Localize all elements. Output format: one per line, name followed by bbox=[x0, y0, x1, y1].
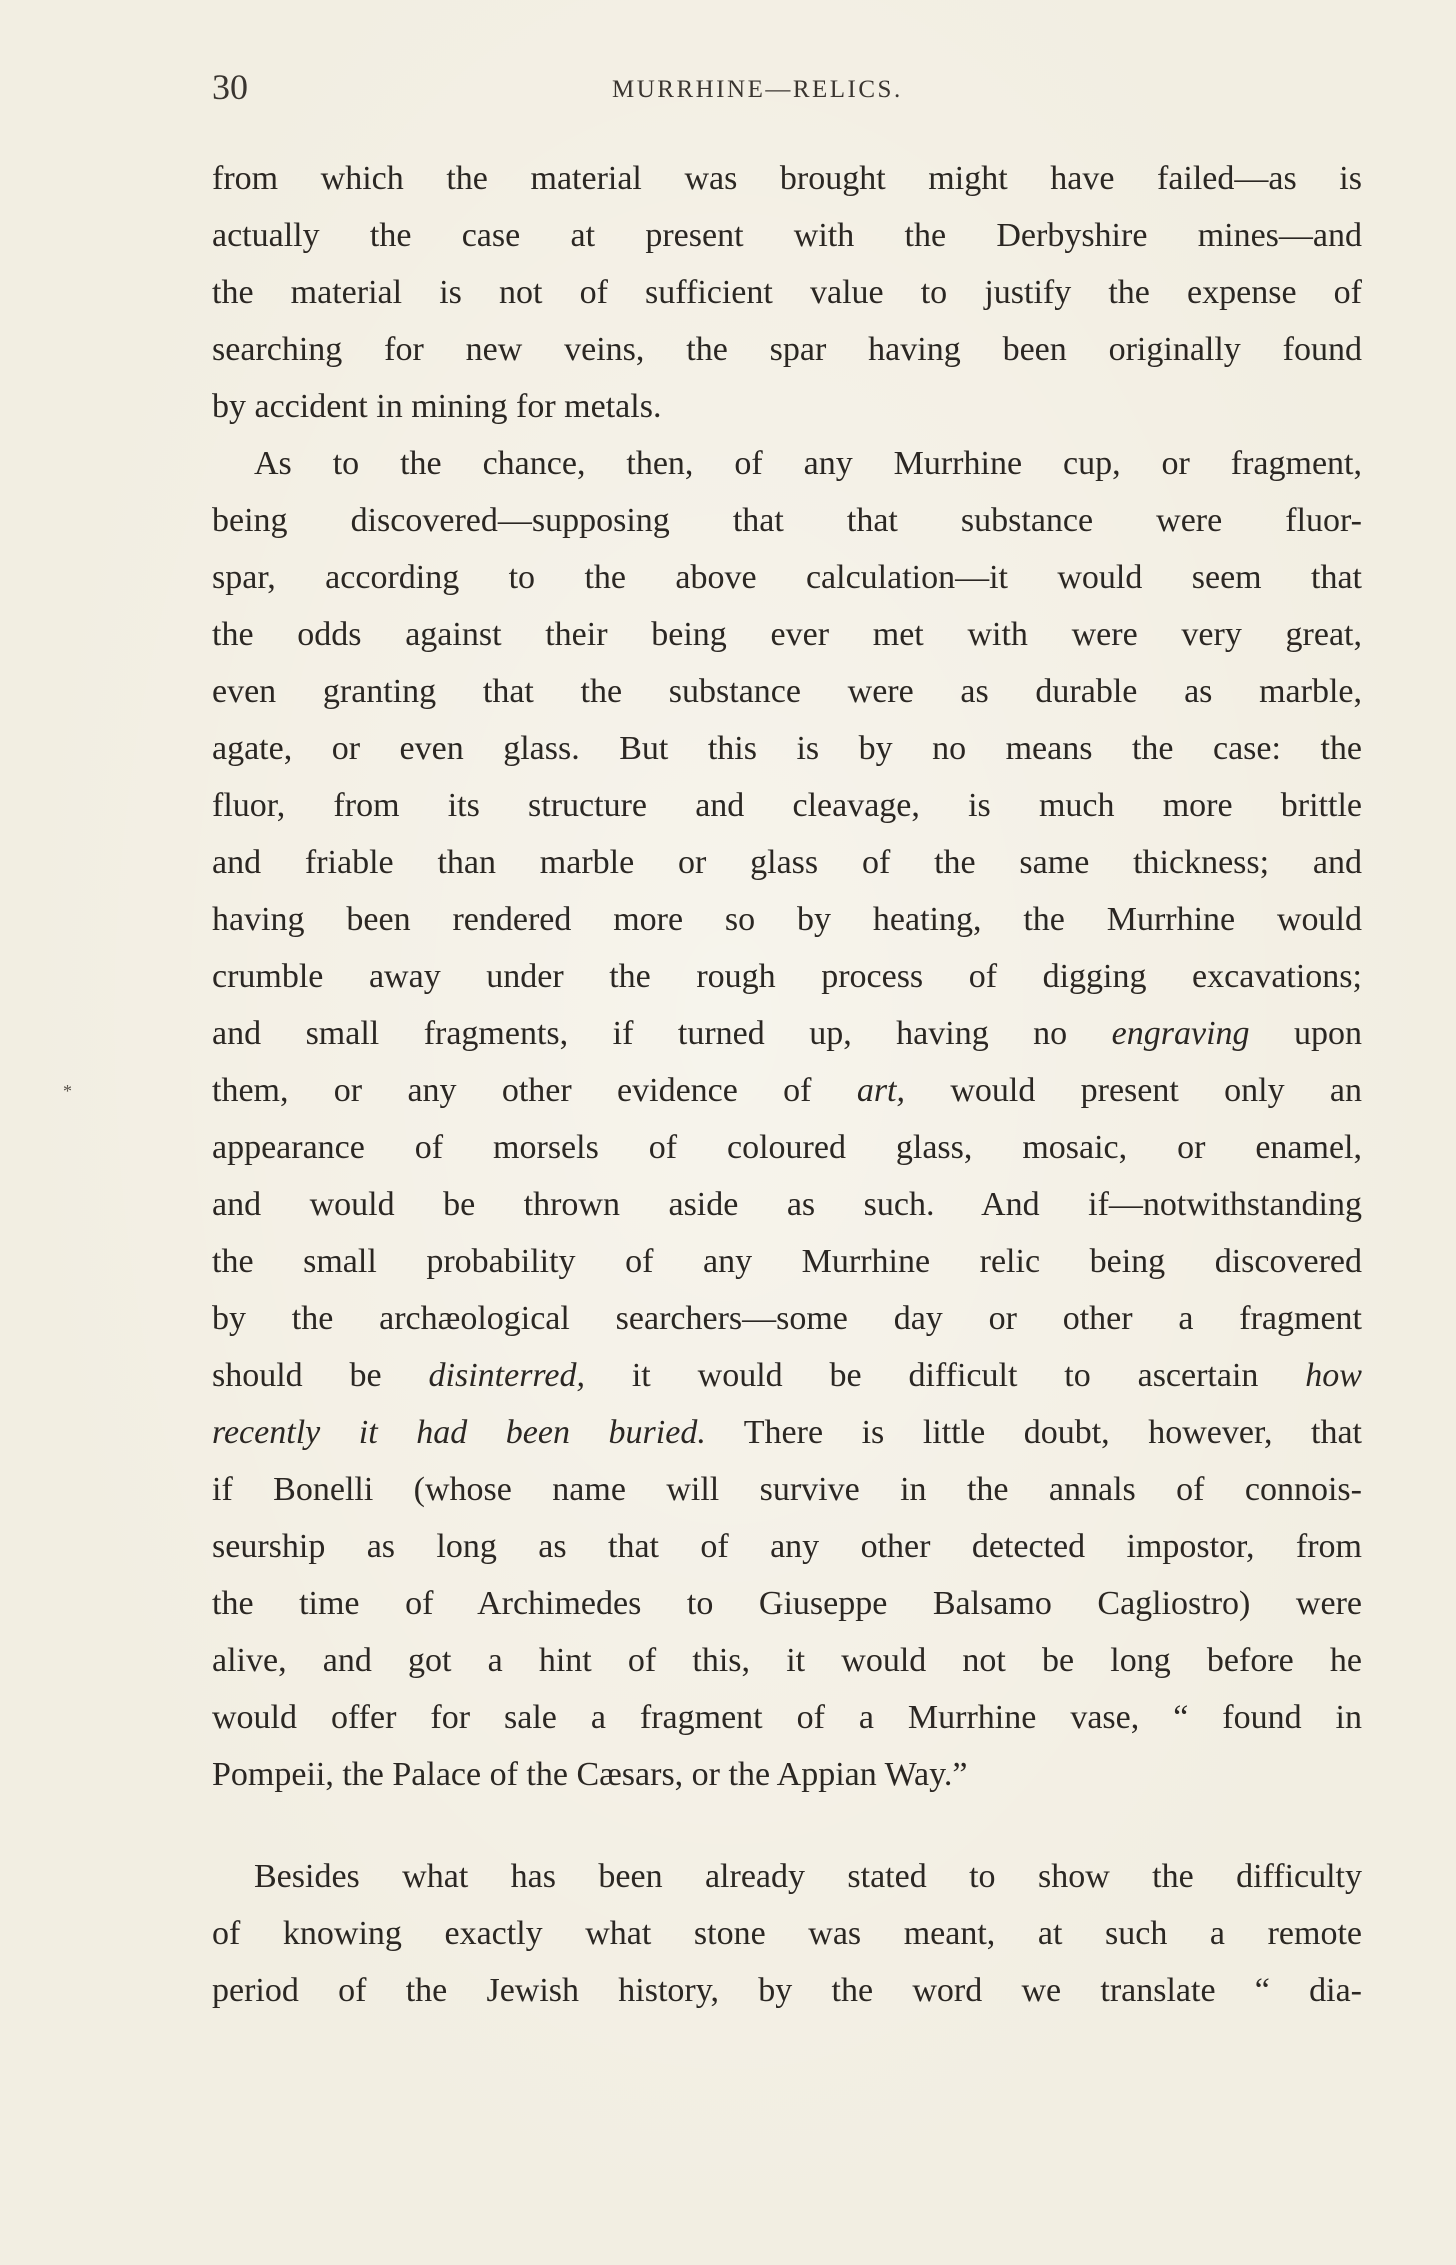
paragraph-2 bbox=[212, 435, 1362, 1803]
paragraph-1 bbox=[212, 150, 1362, 435]
text-line: being discovered—supposing that that substance were fluor- bbox=[212, 502, 1362, 539]
text-line: and would be thrown aside as such. And if—notwithstanding bbox=[212, 1186, 1362, 1223]
text-line: alive, and got a hint of this, it would not be long before he bbox=[212, 1642, 1362, 1679]
text-line: seurship as long as that of any other detected impostor, from bbox=[212, 1528, 1362, 1565]
text-line: and small fragments, if turned up, having no engraving upon bbox=[212, 1015, 1363, 1052]
text-line: them, or any other evidence of art, would present only an bbox=[212, 1072, 1362, 1109]
text-line: Besides what has been already stated to show the difficulty bbox=[254, 1858, 1362, 1895]
text-line: As to the chance, then, of any Murrhine cup, or fragment, bbox=[254, 445, 1362, 482]
paragraph-gap bbox=[212, 1803, 1362, 1848]
text-line: the material is not of sufficient value to justify the expense of bbox=[212, 274, 1362, 311]
text-line: by accident in mining for metals. bbox=[212, 388, 662, 425]
text-line: the odds against their being ever met with were very great, bbox=[212, 616, 1362, 653]
text-line: and friable than marble or glass of the same thickness; and bbox=[212, 844, 1362, 881]
text-line: agate, or even glass. But this is by no means the case: the bbox=[212, 730, 1362, 767]
text-line: actually the case at present with the Derbyshire mines—and bbox=[212, 217, 1362, 254]
text-line: the small probability of any Murrhine relic being discovered bbox=[212, 1243, 1362, 1280]
text-line: if Bonelli (whose name will survive in the annals of connois- bbox=[212, 1471, 1362, 1508]
page-number: 30 bbox=[212, 67, 248, 107]
text-line: the time of Archimedes to Giuseppe Balsamo Cagliostro) were bbox=[212, 1585, 1362, 1622]
body-text bbox=[212, 150, 1362, 2019]
text-line: of knowing exactly what stone was meant, at such a remote bbox=[212, 1915, 1362, 1952]
text-line: period of the Jewish history, by the word we translate “ dia- bbox=[212, 1972, 1362, 2009]
text-line: Pompeii, the Palace of the Cæsars, or the Appian Way.” bbox=[212, 1756, 968, 1793]
running-head-title: MURRHINE—RELICS. bbox=[612, 76, 903, 103]
text-line: crumble away under the rough process of digging excavations; bbox=[212, 958, 1362, 995]
text-line: should be disinterred, it would be difficult to ascertain how bbox=[212, 1357, 1362, 1394]
text-line: appearance of morsels of coloured glass, mosaic, or enamel, bbox=[212, 1129, 1362, 1166]
text-line: spar, according to the above calculation—it would seem that bbox=[212, 559, 1362, 596]
text-line: fluor, from its structure and cleavage, is much more brittle bbox=[212, 787, 1362, 824]
text-line: recently it had been buried. There is little doubt, however, that bbox=[212, 1414, 1362, 1451]
text-line: would offer for sale a fragment of a Murrhine vase, “ found in bbox=[212, 1699, 1362, 1736]
margin-mark: * bbox=[63, 1081, 72, 1101]
text-line: from which the material was brought might have failed—as is bbox=[212, 160, 1362, 197]
running-head bbox=[212, 66, 1362, 112]
text-line: having been rendered more so by heating, the Murrhine would bbox=[212, 901, 1362, 938]
paragraph-3 bbox=[212, 1848, 1362, 2019]
text-line: by the archæological searchers—some day or other a fragment bbox=[212, 1300, 1362, 1337]
text-line: searching for new veins, the spar having been originally found bbox=[212, 331, 1362, 368]
text-line: even granting that the substance were as durable as marble, bbox=[212, 673, 1362, 710]
